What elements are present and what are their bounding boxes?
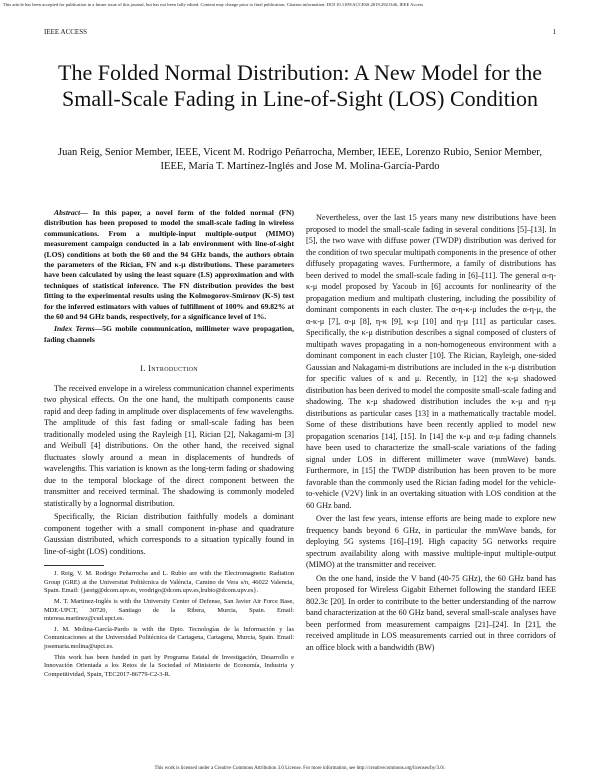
page-number: 1 (552, 28, 556, 36)
index-terms-text: —5G mobile communication, millimeter wave propagation, fading channels (44, 324, 294, 344)
footnote: J. Reig, V. M. Rodrigo Peñarrocha and L. Rubio are with the Electromagnetic Radiation Group (GRE) at the Universitat Politècnica de València, Camino de Vera s/n, 46022 Valencia, Spain. Email: {jareig@dcom.upv.es, vrodrigo@dcom.upv.es,lrubio@dcom.upv.es}. (44, 570, 294, 595)
footnote: M. T. Martinez-Inglés is with the University Center of Defense, San Javier Air Force Base, MDE-UPCT, 30720, Santiago de la Ribera, Murcia, Spain. Email: mteresa.martinez@cud.upct.es. (44, 598, 294, 623)
license-footer: This work is licensed under a Creative Commons Attribution 3.0 License. For more information, see http://creativecommons.org/licenses/by/3.0/. (154, 766, 446, 771)
journal-name: IEEE ACCESS (44, 28, 87, 36)
body-paragraph: Specifically, the Rician distribution faithfully models a dominant component together with a small component in-phase and quadrature Gaussian distributed, which corresponds to a situation typically found in line-of-sight (LOS) conditions. (44, 512, 294, 556)
index-terms (44, 324, 294, 345)
abstract (44, 208, 294, 322)
paper-title: The Folded Normal Distribution: A New Model for the Small-Scale Fading in Line-of-Sight (LOS) Condition (58, 60, 542, 111)
abstract-label: Abstract (54, 208, 81, 217)
index-terms-label: Index Terms (54, 324, 95, 334)
section-title: Introduction (148, 363, 198, 374)
right-column (306, 212, 556, 655)
footnote-divider (44, 565, 104, 566)
body-paragraph: On the one hand, inside the V band (40-75 GHz), the 60 GHz band has been proposed for Wireless Gigabit Ethernet following the standard IEEE 802.3c [20]. In order to contribute to the better understanding of the narrow band characterization at the 60 GHz band, several small-scale analyses have been performed from measurement campaigns [21]–[24]. In [21], the received amplitude in LOS measurements carried out in three corridors of an office block with a bandwidth (BW) (306, 573, 556, 652)
footnote: J. M. Molina-García-Pardo is with the Dpto. Tecnologías de la Información y las Comunicaciones at the Universidad Politécnica de Cartagena, Cartagena, Murcia, Spain. Email: josemaria.molina@upct.es. (44, 625, 294, 651)
section-numeral: I. (140, 363, 146, 374)
body-paragraph: Nevertheless, over the last 15 years many new distributions have been proposed to model the small-scale fading in several conditions [5]–[13]. In [5], the two wave with diffuse power (TWDP) distribution was derived for the condition of two specular multipath components in the presence of other diffusely propagating waves. Furthermore, a family of distributions has been derived to model the small-scale fading in [6]–[11]. The general α-η-κ-μ model proposed by Yacoub in [6] accounts for nonlinearity of the propagation medium and multipath clustering, including the possibility of dominant components in each cluster. The α-η-κ-μ includes the α-η-μ, the α-κ-μ [7], α-μ [8], η-κ [9], κ-μ [10] and η-μ [11] as particular cases. Specifically, the κ-μ distribution describes a signal composed of clusters of multipath waves propagating in a non-homogeneous environment with a dominant component in each cluster [10]. The Rician, Rayleigh, one-sided Gaussian and Nakagami-m distributions are included in the κ-μ distribution for specific values of κ and μ. Recently, in [12] the κ-μ shadowed distribution has been derived to model the composite small-scale fading and shadowing. The κ-μ shadowed distribution includes the κ-μ and η-μ distributions as particular cases [13] in a mathematically tractable model. Some of these distributions have been recently applied to model new propagation scenarios [14], [15]. In [14] the κ-μ and α-μ fading channels have been used to characterize the small-scale variations of the fading signal under LOS in different millimeter wave (mmWave) bands. Furthermore, in [15] the TWDP distribution has been proven to be more favorable than the commonly used the Rician fading model for the vehicle-to-vehicle (V2V) link in an overtaking situation with LOS condition at the 60 GHz band. (306, 213, 556, 510)
publication-banner: This article has been accepted for publication in a future issue of this journal, but has not been fully edited. Content may change prior to final publication. Citation information: DOI 10.1109/ACCESS.2019.2921346, IEEE Access (3, 2, 424, 7)
abstract-text: — In this paper, a novel form of the folded normal (FN) distribution has been proposed to model the small-scale fading in wireless communications. From a multiple-input multiple-output (MIMO) measurement campaign conducted in a lab environment with line-of-sight (LOS) conditions at both the 60 and the 94 GHz bands, the authors obtain the parameters of the Rician, FN and κ-μ distributions. These parameters have been calculated by using the least square (LS) approximation and with techniques of statistical inference. The FN distribution provides the best fitting to the experimental results using the Kolmogorov-Smirnov (K-S) test for the inferred estimators with values of fulfillment of 100% and 69.82% at the 60 and 94 GHz bands, respectively, for a significance level of 1%. (44, 208, 294, 322)
section-heading (44, 363, 294, 375)
footnote: This work has been funded in part by Programa Estatal de Investigación, Desarrollo e Innovación Orientada a los Retos de la Sociedad of Ministerio de Economía, Industria y Competitividad, Spain, TEC2017-86779-C2-3-R. (44, 653, 294, 678)
body-paragraph: Over the last few years, intense efforts are being made to explore new frequency bands beyond 6 GHz, in particular the mmWave bands, for deploying 5G systems [16]–[19]. High capacity 5G networks require spectrum availability along with massive multiple-input multiple-output (MIMO) at the transmitter and receiver. (306, 514, 556, 569)
author-list: Juan Reig, Senior Member, IEEE, Vicent M. Rodrigo Peñarrocha, Member, IEEE, Lorenzo Rubio, Senior Member, IEEE, María T. Martínez-Inglés and Jose M. Molina-García-Pardo (57, 147, 542, 172)
running-head (44, 28, 556, 36)
body-paragraph: The received envelope in a wireless communication channel experiments two physical effects. On the one hand, the multipath components cause rapid and deep fading in amplitude over displacements of few wavelengths. The amplitude of this fast fading or small-scale fading has been traditionally modeled using the Rayleigh [1], Rician [2], Nakagami-m [3] and Weibull [4] distributions. On the other hand, the received signal fluctuates slowly around a mean in displacements of hundreds of wavelengths. This variation is known as the long-term fading or shadowing due to the temporal blockage of the direct component between the transmitter and received terminal. The shadowing is commonly modeled statistically by a lognormal distribution. (44, 383, 294, 508)
left-column (44, 208, 294, 681)
